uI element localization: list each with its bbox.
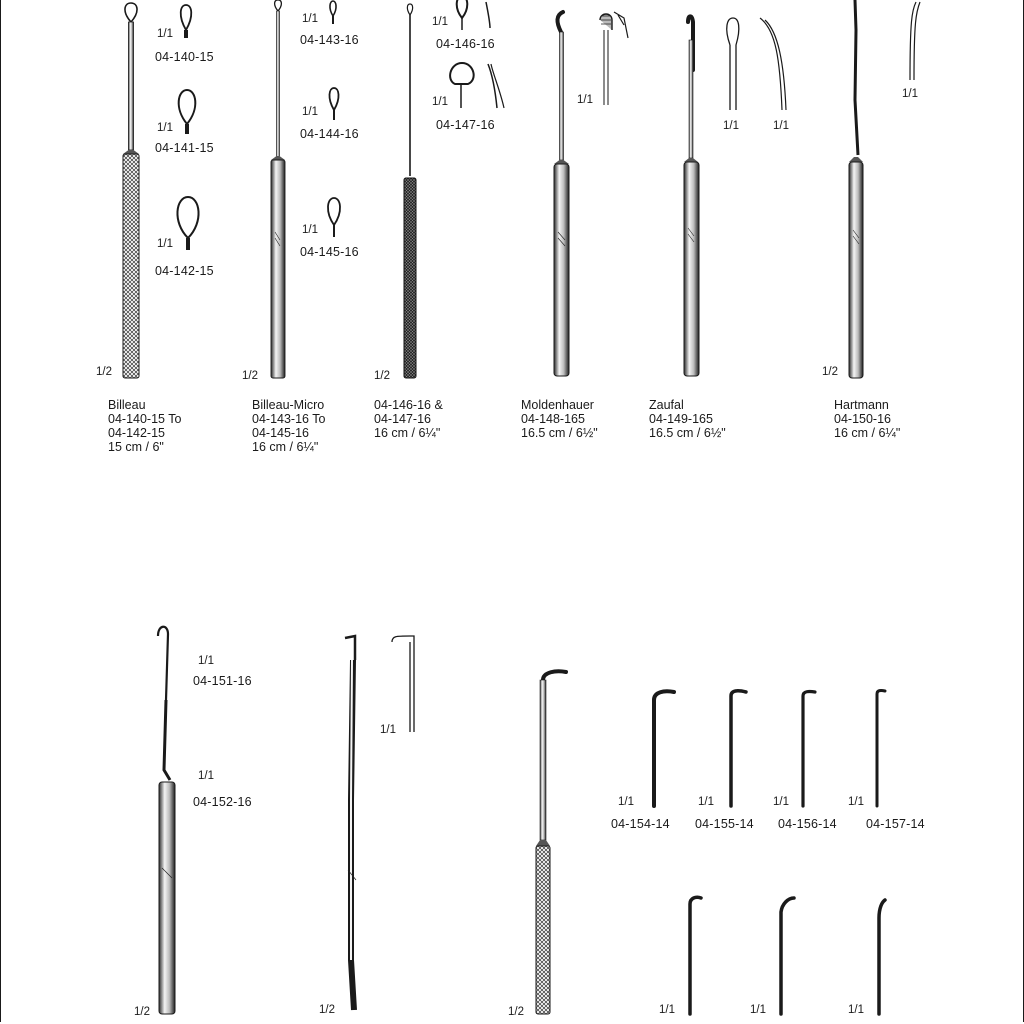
scale-label-detail: 1/1 — [157, 238, 173, 250]
scale-label-detail: 1/1 — [432, 16, 448, 28]
scale-label-detail: 1/1 — [198, 655, 214, 667]
detail-tip-moldenhauer — [600, 12, 628, 105]
detail-tip-hartmann — [910, 2, 920, 80]
scale-label-detail: 1/1 — [773, 120, 789, 132]
instrument-name: Zaufal — [649, 398, 684, 412]
instrument-size: 16 cm / 6¼" — [252, 440, 319, 454]
detail-tip-04-154-14 — [654, 691, 674, 806]
detail-loop-04-147-16 — [450, 63, 504, 108]
instrument-size: 16.5 cm / 6½" — [649, 426, 726, 440]
item-code: 04-143-16 — [300, 33, 359, 47]
scale-label-detail: 1/1 — [848, 1004, 864, 1016]
item-code: 04-141-15 — [155, 141, 214, 155]
detail-tip-04-156-14 — [803, 691, 815, 806]
hook-instrument-3 — [536, 671, 566, 1014]
caption-moldenhauer — [521, 398, 598, 440]
scale-label-detail: 1/1 — [577, 94, 593, 106]
detail-loop-04-143-16 — [330, 1, 336, 24]
detail-tip-hook-instrument-2 — [392, 636, 414, 732]
item-code: 04-157-14 — [866, 817, 925, 831]
detail-loop-04-144-16 — [329, 88, 338, 120]
scale-label-detail: 1/1 — [618, 796, 634, 808]
moldenhauer-instrument — [554, 12, 569, 376]
scale-label-detail: 1/1 — [157, 28, 173, 40]
scale-label-detail: 1/1 — [198, 770, 214, 782]
detail-tip-curved-3 — [879, 900, 885, 1014]
item-code: 04-156-14 — [778, 817, 837, 831]
instrument-name: Moldenhauer — [521, 398, 594, 412]
scale-label-hartmann: 1/2 — [822, 366, 838, 378]
scale-label-hook-1: 1/2 — [134, 1006, 150, 1018]
detail-tip-04-155-14 — [731, 691, 746, 806]
item-code: 04-152-16 — [193, 795, 252, 809]
scale-label-detail: 1/1 — [902, 88, 918, 100]
scale-label-detail: 1/1 — [302, 224, 318, 236]
scale-label-detail: 1/1 — [698, 796, 714, 808]
hook-instrument-1 — [158, 627, 175, 1014]
wire-loop-instrument — [404, 4, 416, 378]
item-code: 04-155-14 — [695, 817, 754, 831]
instrument-code-range-end: 04-145-16 — [252, 426, 309, 440]
instrument-size: 16 cm / 6¼" — [374, 426, 441, 440]
detail-tip-04-157-14 — [877, 690, 885, 806]
instrument-code-range-end: 04-142-15 — [108, 426, 165, 440]
scale-label-hook-2: 1/2 — [319, 1004, 335, 1016]
zaufal-instrument — [684, 16, 699, 376]
instrument-name: Hartmann — [834, 398, 889, 412]
instrument-size: 16 cm / 6¼" — [834, 426, 901, 440]
scale-label-detail: 1/1 — [302, 13, 318, 25]
scale-label-detail: 1/1 — [380, 724, 396, 736]
detail-loop-04-140-15 — [181, 5, 192, 38]
instrument-code: 04-148-165 — [521, 412, 585, 426]
detail-loop-04-141-15 — [179, 90, 196, 134]
caption-hartmann — [834, 398, 900, 440]
scale-label-billeau-micro: 1/2 — [242, 370, 258, 382]
scale-label-detail: 1/1 — [659, 1004, 675, 1016]
instrument-name: Billeau-Micro — [252, 398, 325, 412]
scale-label-detail: 1/1 — [302, 106, 318, 118]
instrument-code-range-start: 04-140-15 To — [108, 412, 182, 426]
scale-label-detail: 1/1 — [773, 796, 789, 808]
instrument-code-range-start: 04-143-16 To — [252, 412, 326, 426]
scale-label-billeau: 1/2 — [96, 366, 112, 378]
item-code: 04-142-15 — [155, 264, 214, 278]
detail-tip-curved-1 — [690, 897, 701, 1014]
scale-label-detail: 1/1 — [750, 1004, 766, 1016]
detail-loop-04-146-16 — [457, 0, 490, 30]
scale-label-detail: 1/1 — [723, 120, 739, 132]
item-code: 04-154-14 — [611, 817, 670, 831]
detail-tip-zaufal — [727, 18, 786, 110]
instrument-name: Billeau — [108, 398, 146, 412]
billeau-micro-instrument — [271, 0, 285, 378]
instrument-code-pair: 04-146-16 & — [374, 398, 443, 412]
caption-wire-loop — [374, 398, 443, 440]
billeau-instrument — [123, 3, 139, 378]
item-code: 04-145-16 — [300, 245, 359, 259]
instrument-size: 15 cm / 6" — [108, 440, 164, 454]
hartmann-instrument — [849, 0, 863, 378]
item-code: 04-147-16 — [436, 118, 495, 132]
instrument-code: 04-147-16 — [374, 412, 431, 426]
scale-label-detail: 1/1 — [432, 96, 448, 108]
detail-loop-04-142-15 — [177, 197, 198, 250]
caption-billeau — [108, 398, 181, 454]
instrument-code: 04-149-165 — [649, 412, 713, 426]
caption-zaufal — [649, 398, 726, 440]
item-code: 04-151-16 — [193, 674, 252, 688]
scale-label-detail: 1/1 — [157, 122, 173, 134]
scale-label-wire-loop: 1/2 — [374, 370, 390, 382]
instrument-code: 04-150-16 — [834, 412, 891, 426]
item-code: 04-140-15 — [155, 50, 214, 64]
detail-loop-04-145-16 — [328, 198, 340, 237]
hook-instrument-2 — [345, 636, 356, 1010]
detail-tip-curved-2 — [781, 898, 794, 1014]
scale-label-detail: 1/1 — [848, 796, 864, 808]
item-code: 04-144-16 — [300, 127, 359, 141]
instrument-size: 16.5 cm / 6½" — [521, 426, 598, 440]
item-code: 04-146-16 — [436, 37, 495, 51]
scale-label-hook-3: 1/2 — [508, 1006, 524, 1018]
caption-billeau-micro — [252, 398, 325, 454]
